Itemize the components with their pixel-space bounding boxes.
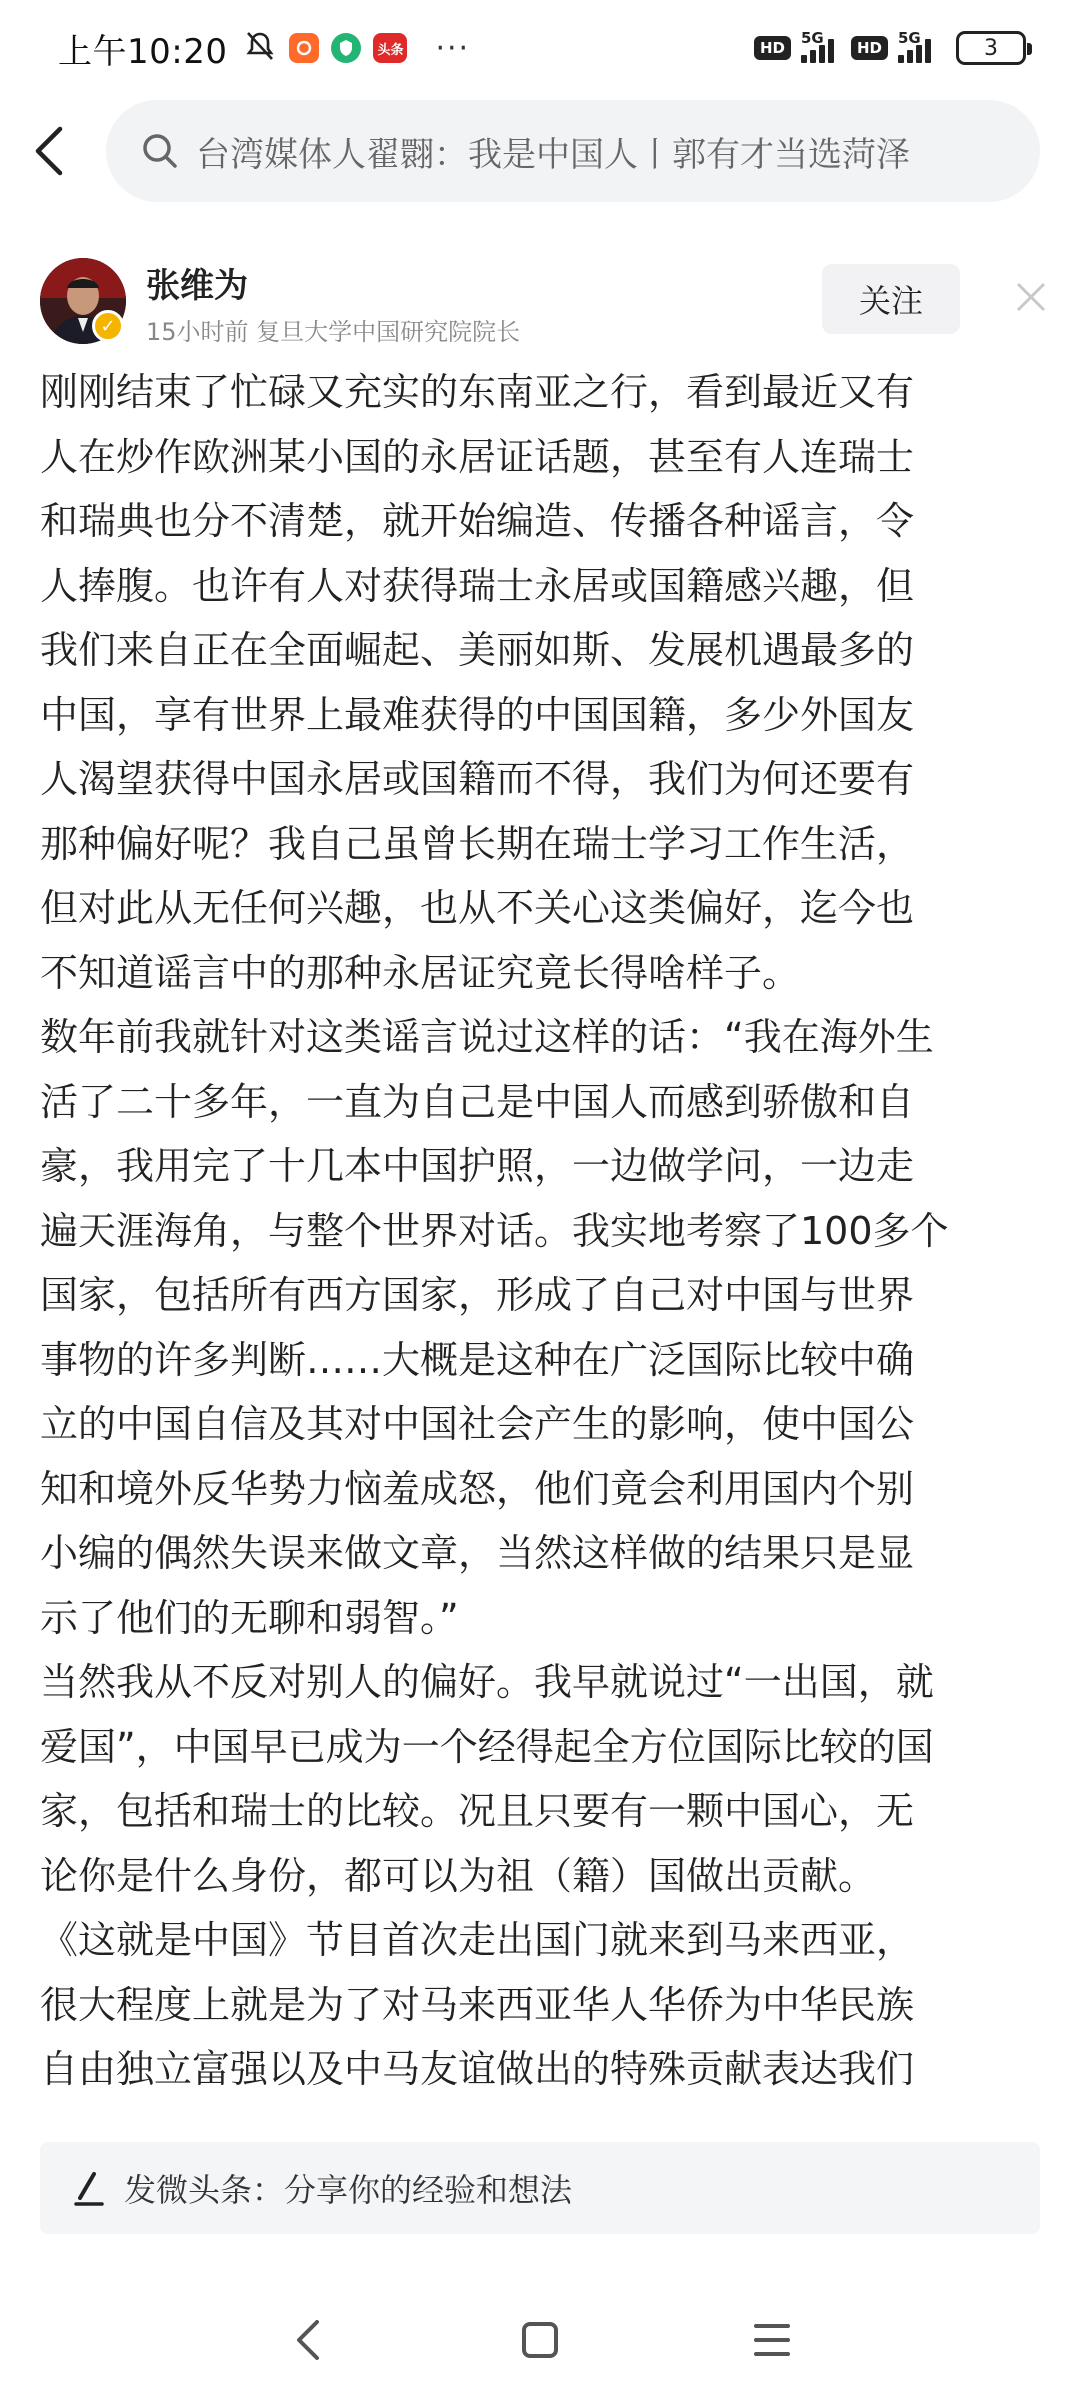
article-line: 国家，包括所有西方国家，形成了自己对中国与世界: [40, 1273, 915, 1317]
article-line: 数年前我就针对这类谣言说过这样的话：“我在海外生: [40, 1015, 934, 1059]
article-line: 人在炒作欧洲某小国的永居证话题，甚至有人连瑞士: [40, 434, 915, 479]
signal-icon-2: [898, 29, 938, 63]
app-notification-icon: [289, 33, 319, 63]
article-line: 豪，我用完了十几本中国护照，一边做学问，一边走: [40, 1144, 915, 1188]
pen-icon: [70, 2168, 106, 2208]
article-line: 很大程度上就是为了对马来西亚华人华侨为中华民族: [40, 1982, 915, 2027]
signal-icon: [800, 29, 841, 63]
article-line: 活了二十多年，一直为自己是中国人而感到骄傲和自: [40, 1079, 915, 1124]
article-line: 爱国”，中国早已成为一个经得起全方位国际比较的国: [40, 1724, 934, 1769]
security-app-icon: [331, 33, 361, 63]
author-meta: 15小时前 复旦大学中国研究院院长: [146, 318, 521, 346]
article-line: 当然我从不反对别人的偏好。我早就说过“一出国，就: [40, 1660, 934, 1704]
article-line: 刚刚结束了忙碌又充实的东南亚之行，看到最近又有: [40, 370, 915, 414]
nav-menu-button[interactable]: [742, 2310, 802, 2370]
article-line: 人捧腹。也许有人对获得瑞士永居或国籍感兴趣，但: [40, 563, 915, 608]
more-notifications-indicator: ···: [435, 30, 471, 66]
article-line: 论你是什么身份，都可以为祖（籍）国做出贡献。: [40, 1853, 877, 1898]
article-line: 事物的许多判断……大概是这种在广泛国际比较中确: [40, 1337, 915, 1382]
nav-home-button[interactable]: [510, 2310, 570, 2370]
battery-level: 3: [984, 35, 998, 61]
hd-voice-icon: HD: [754, 36, 791, 60]
article-line: 那种偏好呢？我自己虽曾长期在瑞士学习工作生活，: [40, 821, 915, 866]
author-row: [0, 250, 1080, 350]
article-body: [40, 360, 1050, 2102]
author-name[interactable]: 张维为: [146, 266, 248, 306]
article-line: 《这就是中国》节目首次走出国门就来到马来西亚，: [40, 1918, 915, 1962]
nav-back-button[interactable]: [278, 2310, 338, 2370]
article-line: 立的中国自信及其对中国社会产生的影响，使中国公: [40, 1402, 915, 1446]
article-line: 示了他们的无聊和弱智。”: [40, 1595, 459, 1640]
back-button[interactable]: [0, 96, 100, 206]
follow-button[interactable]: 关注: [822, 264, 960, 334]
verified-badge-icon: ✓: [92, 310, 124, 342]
do-not-disturb-icon: [243, 29, 277, 67]
search-icon: [140, 131, 180, 171]
comment-input[interactable]: [40, 2142, 1040, 2234]
comment-placeholder: 发微头条：分享你的经验和想法: [124, 2171, 573, 2209]
system-nav-bar: [0, 2280, 1080, 2400]
network-type-label-2: 5G: [898, 29, 921, 47]
close-button[interactable]: [1012, 278, 1050, 316]
article-line: 我们来自正在全面崛起、美丽如斯、发展机遇最多的: [40, 628, 915, 672]
nav-menu-icon: [752, 2320, 792, 2360]
hd-voice-icon-2: HD: [851, 36, 888, 60]
status-notification-icons: [243, 29, 470, 67]
top-bar: [0, 96, 1080, 206]
toutiao-app-icon: 头条: [373, 33, 407, 63]
article-line: 但对此从无任何兴趣，也从不关心这类偏好，迄今也: [40, 886, 915, 930]
article-line: 知和境外反华势力恼羞成怒，他们竟会利用国内个别: [40, 1466, 915, 1511]
battery-icon: [956, 31, 1026, 65]
status-time: 上午10:20: [58, 31, 228, 72]
nav-home-icon: [520, 2320, 560, 2360]
network-type-label: 5G: [800, 29, 824, 47]
search-input[interactable]: [106, 100, 1040, 202]
search-query: 台湾媒体人翟翾：我是中国人丨郭有才当选菏泽: [196, 134, 910, 175]
article-line: 家，包括和瑞士的比较。况且只要有一颗中国心，无: [40, 1789, 915, 1833]
close-icon: [1012, 278, 1050, 316]
article-line: 小编的偶然失误来做文章，当然这样做的结果只是显: [40, 1531, 915, 1575]
article-line: 自由独立富强以及中马友谊做出的特殊贡献表达我们: [40, 2047, 915, 2091]
article-line: 中国，享有世界上最难获得的中国国籍，多少外国友: [40, 692, 915, 737]
status-right-icons: [754, 31, 1026, 65]
back-arrow-icon: [30, 121, 70, 181]
article-line: 遍天涯海角，与整个世界对话。我实地考察了100多个: [40, 1208, 949, 1253]
article-line: 人渴望获得中国永居或国籍而不得，我们为何还要有: [40, 757, 915, 801]
nav-back-icon: [293, 2318, 323, 2362]
article-line: 不知道谣言中的那种永居证究竟长得啥样子。: [40, 950, 801, 995]
article-line: 和瑞典也分不清楚，就开始编造、传播各种谣言，令: [40, 499, 915, 543]
status-bar: [0, 0, 1080, 96]
